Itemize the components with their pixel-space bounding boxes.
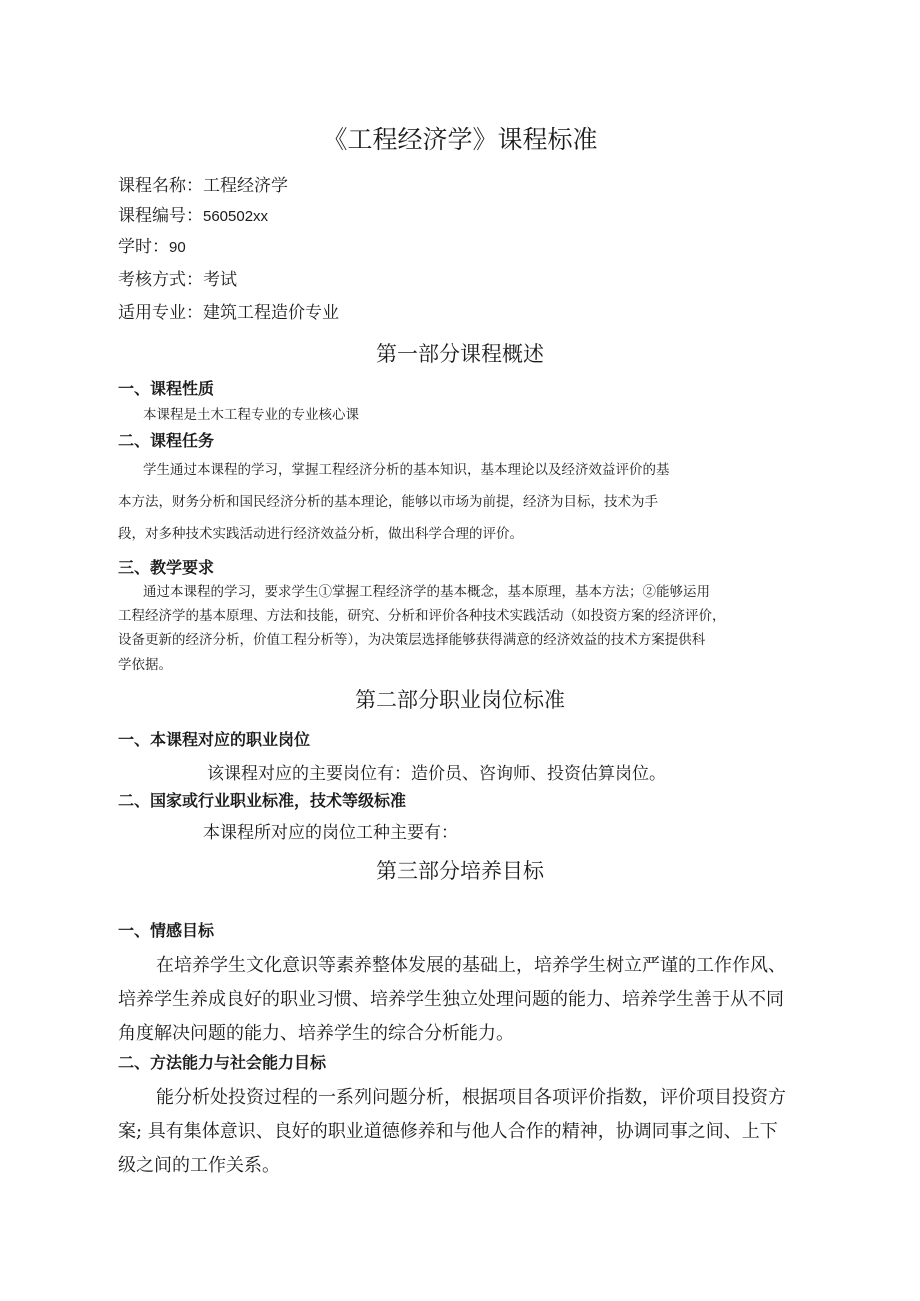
paragraph-line: 设备更新的经济分析，价值工程分析等），为决策层选择能够获得满意的经济效益的技术方案提供科	[118, 632, 706, 648]
meta-value: 考试	[203, 270, 237, 290]
meta-label: 课程编号：	[118, 206, 203, 226]
meta-assessment	[118, 265, 237, 290]
meta-label: 课程名称：	[118, 176, 203, 196]
meta-value: 90	[169, 239, 186, 256]
section-heading: 一、课程性质	[118, 379, 215, 398]
meta-value: 建筑工程造价专业	[203, 303, 339, 323]
meta-label: 学时：	[118, 237, 169, 257]
paragraph-line: 能分析处投资过程的一系列问题分析，根据项目各项评价指数，评价项目投资方	[156, 1087, 786, 1108]
meta-hours	[118, 232, 186, 257]
paragraph-line: 段，对多种技术实践活动进行经济效益分析，做出科学合理的评价。	[118, 526, 523, 542]
meta-course-code	[118, 201, 268, 226]
meta-major	[118, 298, 339, 323]
meta-course-name	[118, 171, 288, 196]
paragraph-line: 级之间的工作关系。	[118, 1155, 280, 1176]
part-heading: 第一部分课程概述	[376, 342, 544, 366]
paragraph-line: 本课程所对应的岗位工种主要有：	[203, 823, 458, 843]
part-heading: 第三部分培养目标	[376, 859, 544, 883]
paragraph-line: 案; 具有集体意识、良好的职业道德修养和与他人合作的精神，协调同事之间、上下	[118, 1121, 778, 1142]
paragraph-line: 本课程是土木工程专业的专业核心课	[143, 407, 359, 423]
paragraph-line: 本方法，财务分析和国民经济分析的基本理论，能够以市场为前提，经济为目标，技术为手	[118, 494, 658, 510]
paragraph-line: 工程经济学的基本原理、方法和技能，研究、分析和评价各种技术实践活动（如投资方案的经济评价，	[118, 608, 726, 624]
paragraph-line: 该课程对应的主要岗位有：造价员、咨询师、投资估算岗位。	[207, 764, 666, 784]
document-title: 《工程经济学》课程标准	[322, 125, 598, 154]
paragraph-line: 学生通过本课程的学习，掌握工程经济分析的基本知识，基本理论以及经济效益评价的基	[143, 462, 670, 478]
section-heading: 二、国家或行业职业标准，技术等级标准	[118, 791, 407, 810]
meta-value: 560502xx	[203, 208, 269, 225]
meta-label: 适用专业：	[118, 303, 203, 323]
section-heading: 一、情感目标	[118, 921, 215, 940]
section-heading: 一、本课程对应的职业岗位	[118, 730, 311, 749]
paragraph-line: 培养学生养成良好的职业习惯、培养学生独立处理问题的能力、培养学生善于从不同	[118, 989, 784, 1010]
paragraph-line: 学依据。	[118, 657, 172, 673]
section-heading: 二、方法能力与社会能力目标	[118, 1053, 327, 1072]
paragraph-line: 角度解决问题的能力、培养学生的综合分析能力。	[118, 1023, 514, 1044]
part-heading: 第二部分职业岗位标准	[355, 688, 565, 712]
meta-label: 考核方式：	[118, 270, 203, 290]
meta-value: 工程经济学	[203, 176, 288, 196]
paragraph-line: 在培养学生文化意识等素养整体发展的基础上，培养学生树立严谨的工作作风、	[156, 955, 786, 976]
section-heading: 三、教学要求	[118, 558, 215, 577]
paragraph-line: 通过本课程的学习，要求学生①掌握工程经济学的基本概念，基本原理，基本方法；②能够运用	[143, 584, 710, 600]
section-heading: 二、课程任务	[118, 431, 215, 450]
